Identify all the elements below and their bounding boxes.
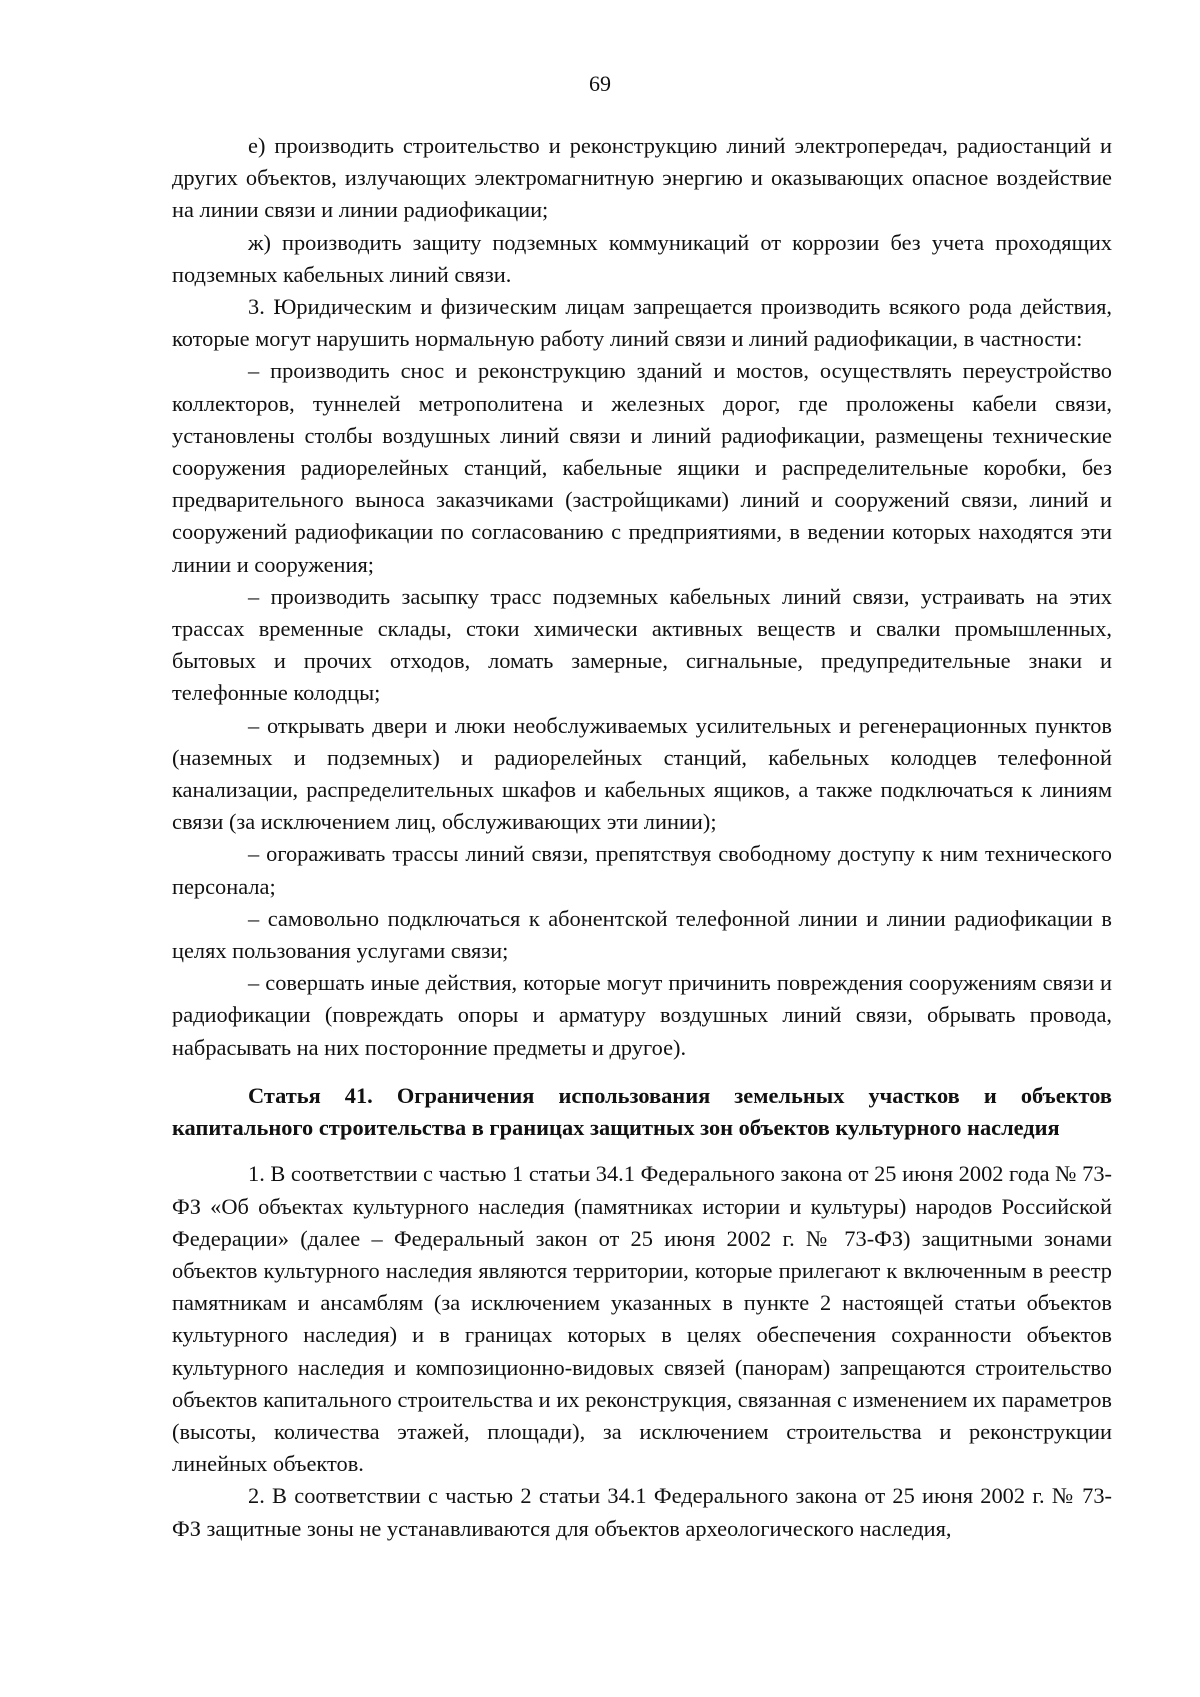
article-41-heading: Статья 41. Ограничения использования земельных участков и объектов капитального строительства в границах защитных зон объектов культурного наследия: [172, 1082, 1112, 1141]
paragraph-item-e: е) производить строительство и реконструкцию линий электропередач, радиостанций и других объектов, излучающих электромагнитную энергию и оказывающих опасное воздействие на линии связи и линии радиофикации;: [172, 133, 1112, 223]
list-item-unauthorized-connection: – самовольно подключаться к абонентской телефонной линии и линии радиофикации в целях пользования услугами связи;: [172, 905, 1112, 964]
list-item-open-doors: – открывать двери и люки необслуживаемых усилительных и регенерационных пунктов (наземных и подземных) и радиорелейных станций, кабельных колодцев телефонной канализации, распределительных шкафов и кабельных ящиков, а также подключаться к линиям связи (за исключением лиц, обслуживающих эти линии);: [172, 712, 1112, 835]
page-number: 69: [589, 71, 611, 96]
document-body: [172, 130, 1112, 1545]
list-item-backfill: – производить засыпку трасс подземных кабельных линий связи, устраивать на этих трассах временные склады, стоки химически активных веществ и свалки промышленных, бытовых и прочих отходов, ломать замерные, сигнальные, предупредительные знаки и телефонные колодцы;: [172, 583, 1112, 706]
list-item-fencing: – огораживать трассы линий связи, препятствуя свободному доступу к ним технического персонала;: [172, 841, 1112, 899]
list-item-demolition: – производить снос и реконструкцию зданий и мостов, осуществлять переустройство коллекторов, туннелей метрополитена и железных дорог, где проложены кабели связи, установлены столбы воздушных линий связи и линий радиофикации, размещены технические сооружения радиорелейных станций, кабельные ящики и распределительные коробки, без предварительного выноса заказчиками (застройщиками) линий и сооружений связи, линий и сооружений радиофикации по согласованию с предприятиями, в ведении которых находятся эти линии и сооружения;: [172, 358, 1112, 577]
list-item-other-actions: – совершать иные действия, которые могут причинить повреждения сооружениям связи и радиофикации (повреждать опоры и арматуру воздушных линий связи, обрывать провода, набрасывать на них посторонние предметы и другое).: [172, 970, 1112, 1060]
article-41-paragraph-1: 1. В соответствии с частью 1 статьи 34.1 Федерального закона от 25 июня 2002 года № 73-ФЗ «Об объектах культурного наследия (памятниках истории и культуры) народов Российской Федерации» (далее – Федеральный закон от 25 июня 2002 г. № 73-ФЗ) защитными зонами объектов культурного наследия являются территории, которые прилегают к включенным в реестр памятникам и ансамблям (за исключением указанных в пункте 2 настоящей статьи объектов культурного наследия) и в границах которых в целях обеспечения сохранности объектов культурного наследия и композиционно-видовых связей (панорам) запрещаются строительство объектов капитального строительства и их реконструкция, связанная с изменением их параметров (высоты, количества этажей, площади), за исключением строительства и реконструкции линейных объектов.: [172, 1161, 1112, 1477]
article-41-paragraph-2: 2. В соответствии с частью 2 статьи 34.1 Федерального закона от 25 июня 2002 г. № 73-ФЗ защитные зоны не устанавливаются для объектов археологического наследия,: [172, 1483, 1112, 1541]
paragraph-clause-3: 3. Юридическим и физическим лицам запрещается производить всякого рода действия, которые могут нарушить нормальную работу линий связи и линий радиофикации, в частности:: [172, 294, 1112, 352]
paragraph-item-zh: ж) производить защиту подземных коммуникаций от коррозии без учета проходящих подземных кабельных линий связи.: [172, 229, 1112, 287]
